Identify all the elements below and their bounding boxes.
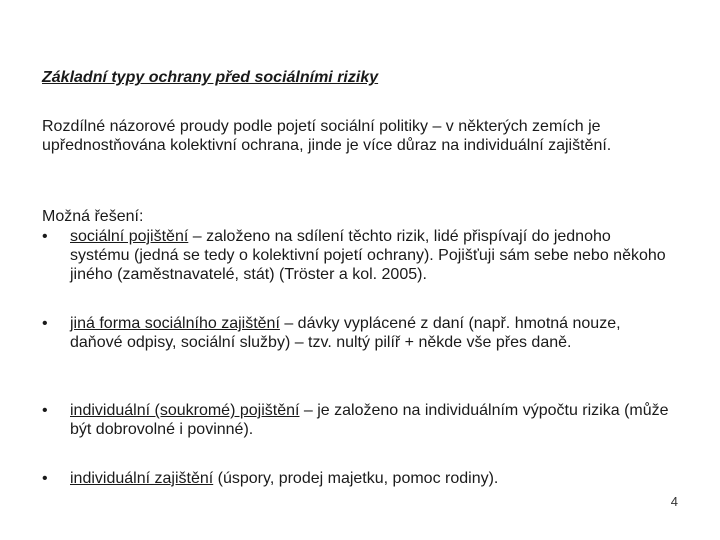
bullet-term: sociální pojištění xyxy=(70,228,189,245)
bullet-text xyxy=(70,227,670,284)
bullet-text xyxy=(70,401,670,439)
bullet-item-social-insurance xyxy=(42,227,682,284)
bullet-term: individuální (soukromé) pojištění xyxy=(70,402,300,419)
bullet-icon: • xyxy=(42,470,48,487)
slide-title: Základní typy ochrany před sociálními riziky xyxy=(42,69,379,86)
bullet-text xyxy=(70,314,670,352)
bullet-icon: • xyxy=(42,228,48,245)
bullet-description: – dávky vyplácené z daní (např. hmotná nouze, daňové odpisy, sociální služby) – tzv. nultý pilíř + někde vše přes daně. xyxy=(70,315,621,351)
bullet-item-private-insurance xyxy=(42,401,682,439)
bullet-term: individuální zajištění xyxy=(70,470,214,487)
bullet-description: – založeno na sdílení těchto rizik, lidé přispívají do jednoho systému (jedná se tedy o kolektivní pojetí ochrany). Pojišťuji sám sebe nebo někoho jiného (zaměstnavatelé, stát) (Tröster a kol. 2005). xyxy=(70,228,666,283)
bullet-text xyxy=(70,469,670,488)
bullet-item-individual-security xyxy=(42,469,682,488)
bullet-icon: • xyxy=(42,315,48,332)
page-number: 4 xyxy=(670,494,678,509)
bullet-description: – je založeno na individuálním výpočtu rizika (může být dobrovolné i povinné). xyxy=(70,402,669,438)
bullet-item-other-social-security xyxy=(42,314,682,352)
bullet-icon: • xyxy=(42,402,48,419)
solutions-label: Možná řešení: xyxy=(42,208,144,225)
bullet-description: (úspory, prodej majetku, pomoc rodiny). xyxy=(213,470,499,487)
intro-paragraph: Rozdílné názorové proudy podle pojetí sociální politiky – v některých zemích je upřednostňována kolektivní ochrana, jinde je více důraz na individuální zajištění. xyxy=(42,118,612,154)
bullet-term: jiná forma sociálního zajištění xyxy=(70,315,280,332)
